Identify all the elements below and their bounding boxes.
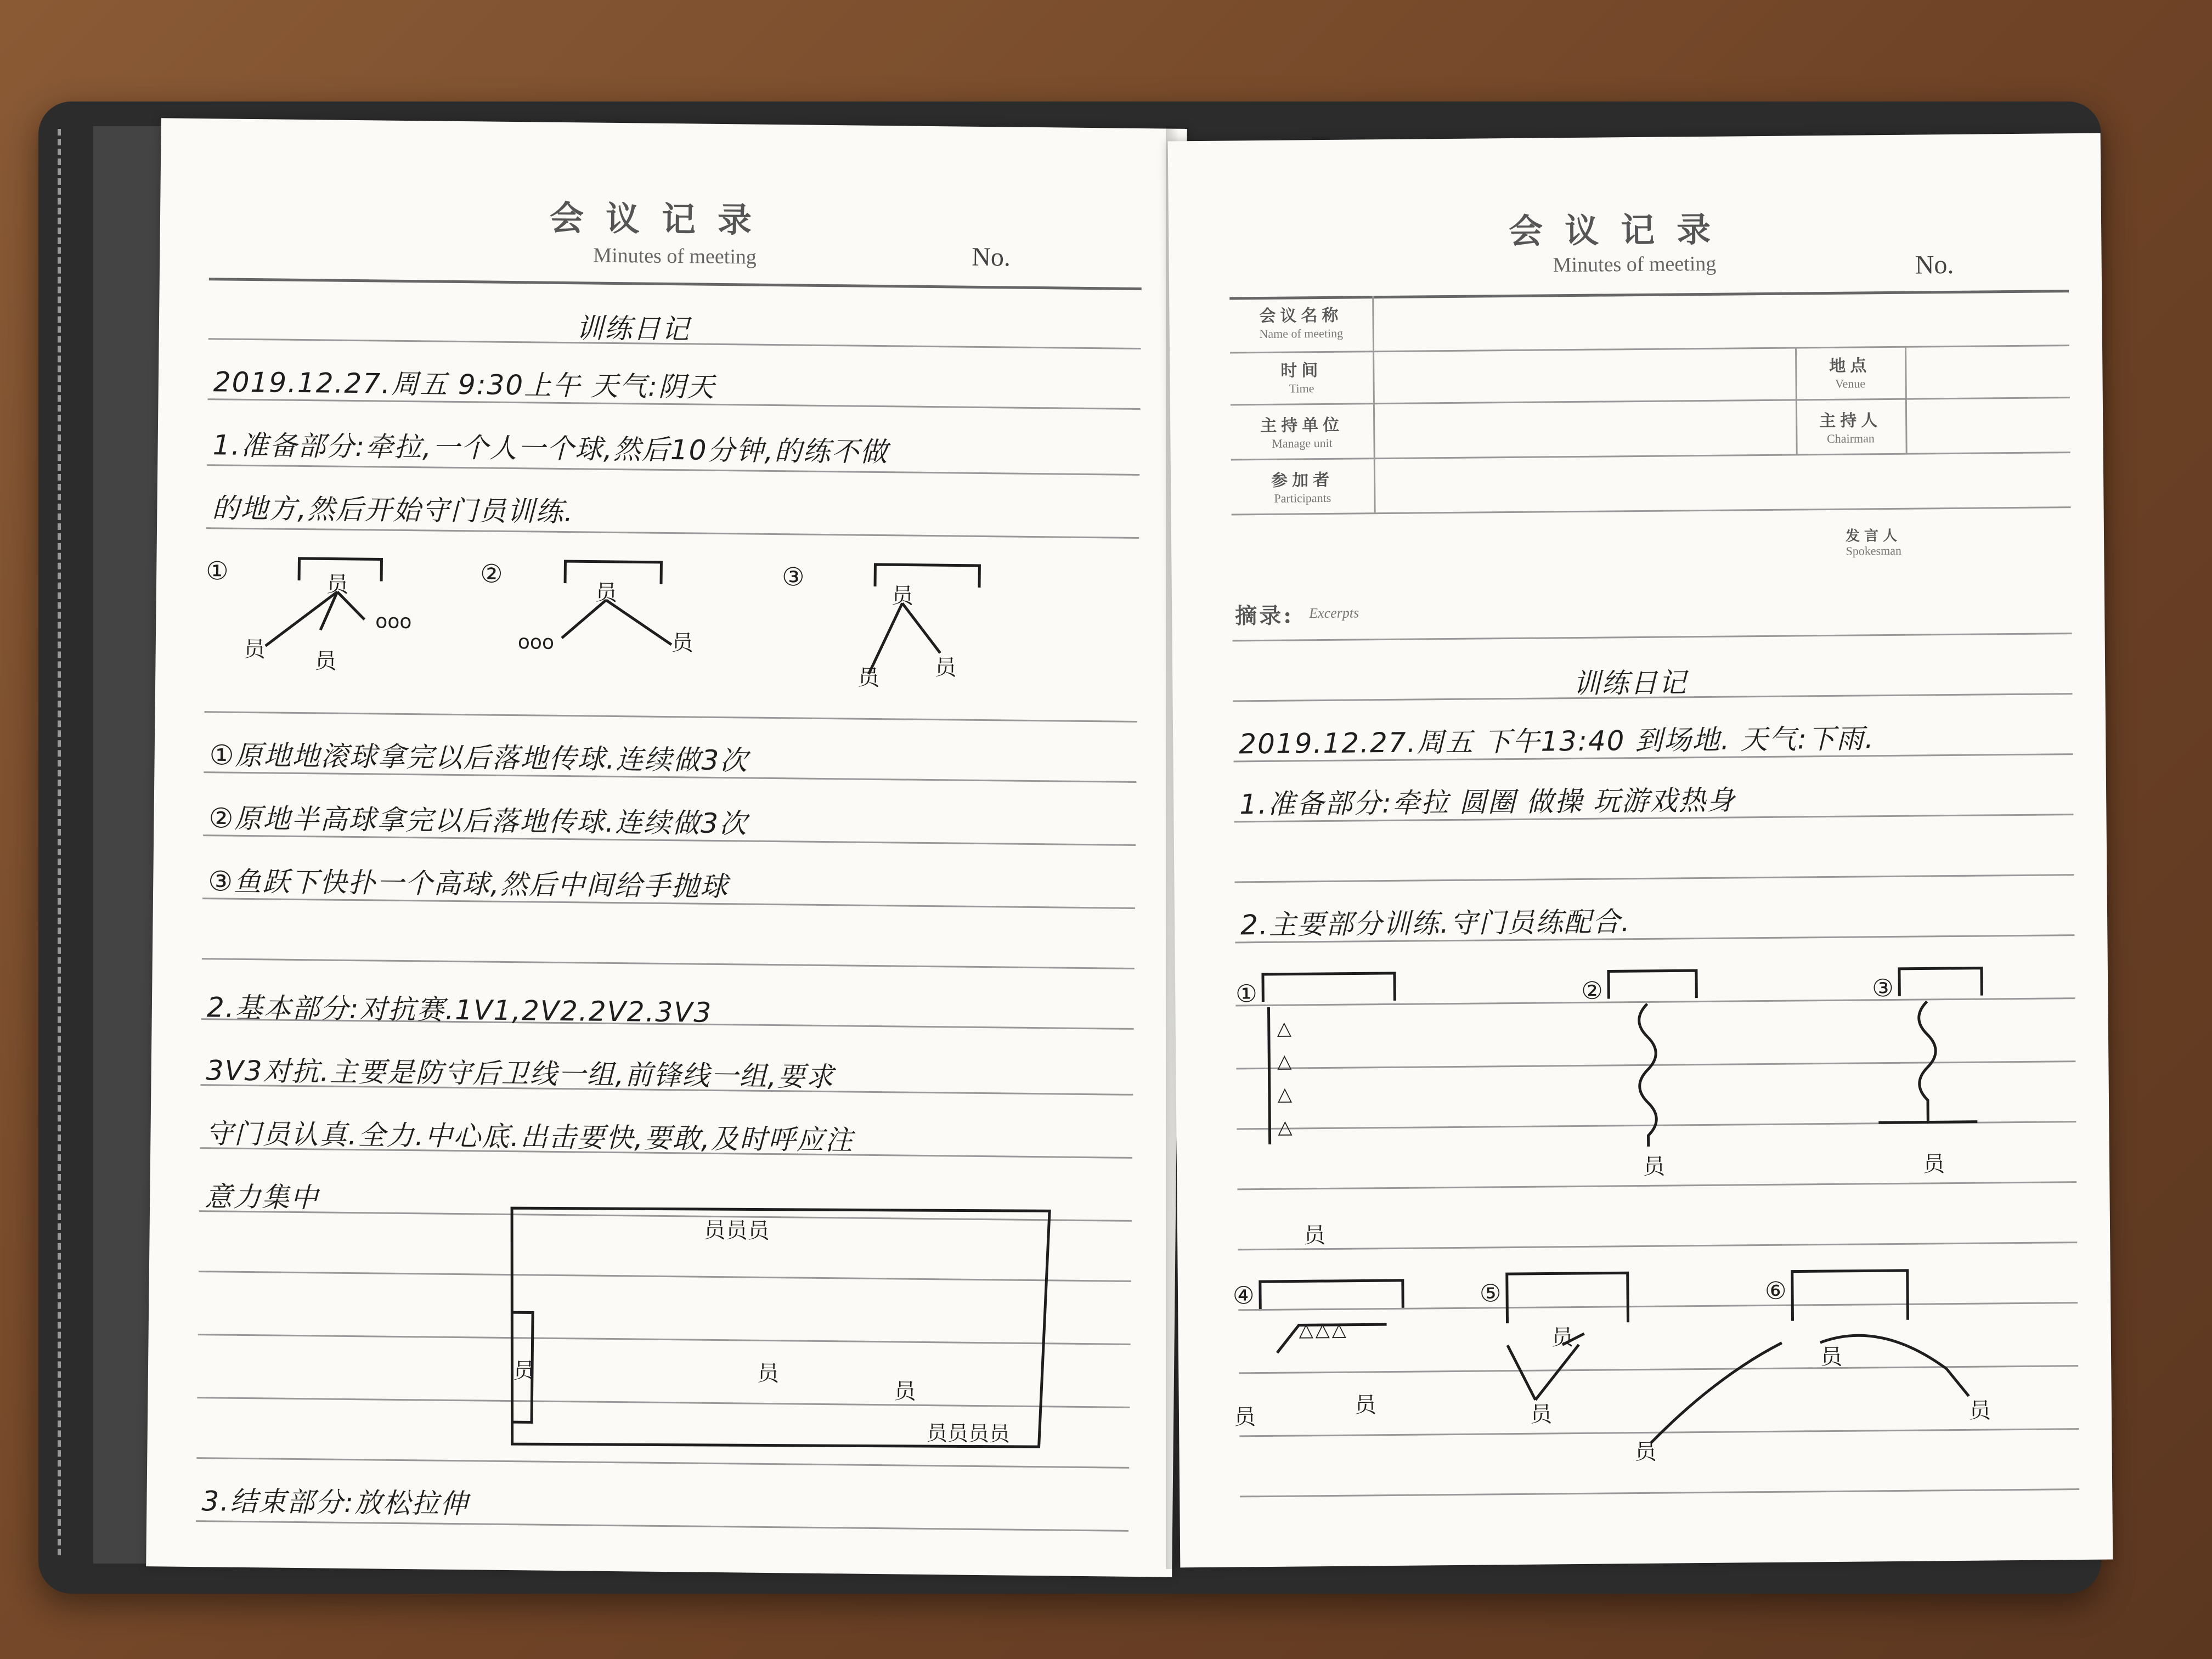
player-mark: 员	[1530, 1402, 1553, 1427]
note-line: 3.结束部分:放松拉伸	[201, 1485, 469, 1520]
header-rule	[209, 278, 1142, 290]
chairman-label-en: Chairman	[1826, 431, 1875, 446]
diagram-label: ④	[1232, 1282, 1255, 1310]
diagram-label: ②	[1581, 977, 1603, 1005]
note-line: 2.主要部分训练.守门员练配合.	[1240, 906, 1631, 941]
cone-mark: △	[1277, 1017, 1292, 1040]
venue-label-en: Venue	[1835, 376, 1866, 391]
player-mark: 员	[1233, 1404, 1256, 1430]
right-header-no: No.	[1915, 250, 1954, 280]
time-label-en: Time	[1289, 381, 1314, 396]
left-header-title: 会议记录	[549, 198, 774, 240]
player-mark: 员	[1820, 1344, 1843, 1370]
diagram-label: ①	[205, 556, 229, 586]
player-group-top: 员员员	[703, 1217, 770, 1244]
player-mark: 员	[1551, 1325, 1573, 1351]
ruled-line	[1233, 633, 2072, 641]
form-rule	[1231, 452, 2070, 460]
goalkeeper-drill-diagrams	[1175, 945, 2113, 1502]
manage-unit-label-en: Manage unit	[1272, 436, 1333, 450]
meeting-name-label: 会议名称	[1259, 306, 1343, 326]
cone-mark: △	[1277, 1050, 1292, 1073]
diagram-label: ⑥	[1764, 1277, 1787, 1306]
cone-mark: △	[1277, 1083, 1293, 1105]
player-mark: 员	[894, 1379, 916, 1404]
form-rule	[1232, 506, 2071, 515]
excerpts-label-en: Excerpts	[1309, 605, 1359, 622]
balls-mark: ooo	[517, 631, 555, 654]
note-line: 3V3对抗.主要是防守后卫线一组,前锋线一组,要求	[206, 1054, 835, 1093]
player-mark: 员	[934, 655, 957, 681]
note-line: 2.基本部分:对抗赛.1V1,2V2.2V2.3V3	[206, 991, 713, 1029]
note-line: ③鱼跃下快扑一个高球,然后中间给手抛球	[208, 865, 729, 903]
player-mark: 员	[857, 665, 880, 691]
spokesman-label: 发言人	[1845, 527, 1902, 545]
player-mark: 员	[595, 580, 618, 606]
header-rule	[1229, 290, 2069, 300]
meeting-name-label-en: Name of meeting	[1259, 326, 1344, 341]
player-mark: 员	[1354, 1392, 1377, 1418]
field-diagram	[147, 1171, 1176, 1468]
note-line: 的地方,然后开始守门员训练.	[212, 492, 574, 528]
right-header-title: 会议记录	[1508, 209, 1733, 252]
player-mark: 员	[1922, 1152, 1945, 1177]
form-rule	[1230, 345, 2069, 353]
player-mark: 员	[891, 583, 914, 609]
time-label: 时间	[1280, 361, 1323, 381]
cone-mark: △	[1331, 1318, 1346, 1341]
diagram-label: ③	[781, 562, 805, 592]
diagram-label: ③	[1871, 974, 1894, 1003]
note-title: 训练日记	[575, 312, 691, 346]
player-mark: 员	[326, 572, 349, 597]
player-mark: 员	[671, 630, 694, 656]
note-line: ②原地半高球拿完以后落地传球.连续做3次	[208, 802, 748, 840]
right-page	[1168, 133, 2113, 1568]
form-rule	[1231, 397, 2070, 405]
player-mark: 员	[1643, 1154, 1666, 1180]
goalkeeper-mark: 员	[512, 1358, 535, 1384]
diagram-label: ②	[479, 558, 503, 589]
right-header-subtitle: Minutes of meeting	[1553, 252, 1717, 277]
note-date-line: 2019.12.27.周五 9:30上午 天气:阴天	[213, 366, 716, 403]
drill-diagrams	[155, 535, 1183, 716]
player-group-corner: 员员员员	[926, 1421, 1011, 1446]
cone-mark: △	[1299, 1319, 1313, 1341]
cone-mark: △	[1315, 1318, 1330, 1341]
venue-label: 地点	[1829, 356, 1871, 376]
player-mark: 员	[243, 636, 266, 663]
diagram-label: ①	[1235, 980, 1257, 1008]
ruled-line	[196, 1520, 1128, 1532]
player-mark: 员	[757, 1361, 780, 1387]
player-mark: 员	[1634, 1439, 1657, 1465]
ruled-line	[1234, 874, 2074, 883]
note-line: ①原地地滚球拿完以后落地传球.连续做3次	[209, 739, 749, 777]
player-mark: 员	[1968, 1398, 1991, 1424]
cover-stitching	[58, 129, 83, 1555]
diagram-label: ⑤	[1479, 1279, 1502, 1308]
note-line: 1.准备部分:牵拉 圆圈 做操 玩游戏热身	[1239, 784, 1736, 821]
balls-mark: ooo	[375, 610, 412, 634]
left-page	[146, 118, 1187, 1577]
note-line: 意力集中	[204, 1181, 319, 1214]
player-mark: 员	[314, 648, 337, 674]
player-mark: 员	[1303, 1223, 1326, 1249]
cone-mark: △	[1278, 1116, 1293, 1138]
left-header-no: No.	[972, 242, 1011, 272]
participants-label-en: Participants	[1274, 490, 1331, 505]
participants-label: 参加者	[1271, 470, 1334, 490]
left-header-subtitle: Minutes of meeting	[593, 244, 757, 269]
ruled-line	[202, 958, 1135, 969]
note-title: 训练日记	[1573, 667, 1688, 700]
spokesman-label-en: Spokesman	[1846, 543, 1902, 558]
note-line: 守门员认真.全力.中心底.出击要快,要敢,及时呼应注	[205, 1118, 854, 1156]
manage-unit-label: 主持单位	[1260, 415, 1344, 436]
note-date-line: 2019.12.27.周五 下午13:40 到场地. 天气:下雨.	[1239, 723, 1875, 760]
note-line: 1.准备部分:牵拉,一个人一个球,然后10分钟,的练不做	[212, 429, 889, 469]
chairman-label: 主持人	[1819, 411, 1882, 431]
excerpts-label: 摘录:	[1235, 602, 1294, 629]
